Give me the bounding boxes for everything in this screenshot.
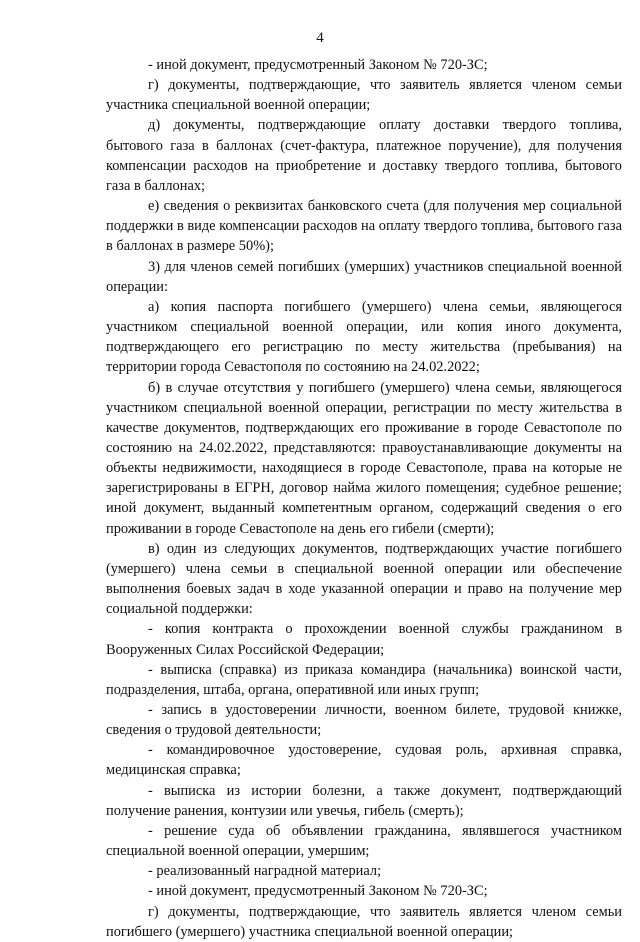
paragraph-b-residence-proof: б) в случае отсутствия у погибшего (умершего) члена семьи, являющегося участником специальной военной операции, регистрации по месту жительства в качестве документов, подтверждающих его проживание в городе Севастополе по состоянию на 24.02.2022, представляются: правоустанавливающие документы на объекты недвижимости, находящиеся в городе Севастополе, права на которые не зарегистрированы в ЕГРН, договор найма жилого помещения; судебное решение; иной документ, выданный компетентным органом, содержащий сведения о его проживании в городе Севастополе на день его гибели (смерти); xyxy=(106,379,622,537)
list-item-court-decision: - решение суда об объявлении гражданина, являвшегося участником специальной военной операции, умершим; xyxy=(106,822,622,860)
paragraph-v-participation-proof: в) один из следующих документов, подтверждающих участие погибшего (умершего) члена семьи в специальной военной операции или обеспечение выполнения боевых задач в ходе указанной операции и право на получение мер социальной поддержки: xyxy=(106,540,622,618)
paragraph-e-bank-account-details: е) сведения о реквизитах банковского счета (для получения мер социальной поддержки в виде компенсации расходов на оплату твердого топлива, бытового газа в баллонах в размере 50%); xyxy=(106,198,622,255)
paragraph-other-document: - иной документ, предусмотренный Законом № 720-ЗС; xyxy=(148,57,488,73)
list-item-award-material: - реализованный наградной материал; xyxy=(148,863,382,880)
list-item-id-record: - запись в удостоверении личности, военном билете, трудовой книжке, сведения о трудовой деятельности; xyxy=(106,702,622,739)
paragraph-3-deceased-families: 3) для членов семей погибших (умерших) участников специальной военной операции: xyxy=(106,258,622,295)
list-item-medical-history: - выписка из истории болезни, а также документ, подтверждающий получение ранения, контузии или увечья, гибель (смерть); xyxy=(106,782,622,819)
paragraph-g-family-member-proof: г) документы, подтверждающие, что заявитель является членом семьи участника специальной военной операции; xyxy=(106,77,622,114)
list-item-contract-copy: - копия контракта о прохождении военной службы гражданином в Вооруженных Силах Российской Федерации; xyxy=(106,621,622,658)
paragraph-a-passport-copy: а) копия паспорта погибшего (умершего) члена семьи, являющегося участником специальной военной операции, или копия иного документа, подтверждающего его регистрацию по месту жительства (пребывания) на территории города Севастополя по состоянию на 24.02.2022; xyxy=(106,298,622,376)
list-item-order-extract: - выписка (справка) из приказа командира (начальника) воинской части, подразделения, штаба, органа, оперативной или иных групп; xyxy=(106,661,622,698)
page-number: 4 xyxy=(316,30,324,46)
paragraph-d-fuel-delivery-payment: д) документы, подтверждающие оплату доставки твердого топлива, бытового газа в баллонах (счет-фактура, платежное поручение), для получения компенсации расходов на приобретение и доставку твердого топлива, бытового газа в баллонах; xyxy=(106,117,622,194)
document-body xyxy=(106,55,622,942)
paragraph-g-deceased-family-proof: г) документы, подтверждающие, что заявитель является членом семьи погибшего (умершего) участника специальной военной операции; xyxy=(106,903,622,940)
list-item-travel-certificate: - командировочное удостоверение, судовая роль, архивная справка, медицинская справка; xyxy=(106,742,622,779)
list-item-other-document: - иной документ, предусмотренный Законом № 720-ЗС; xyxy=(148,883,488,900)
